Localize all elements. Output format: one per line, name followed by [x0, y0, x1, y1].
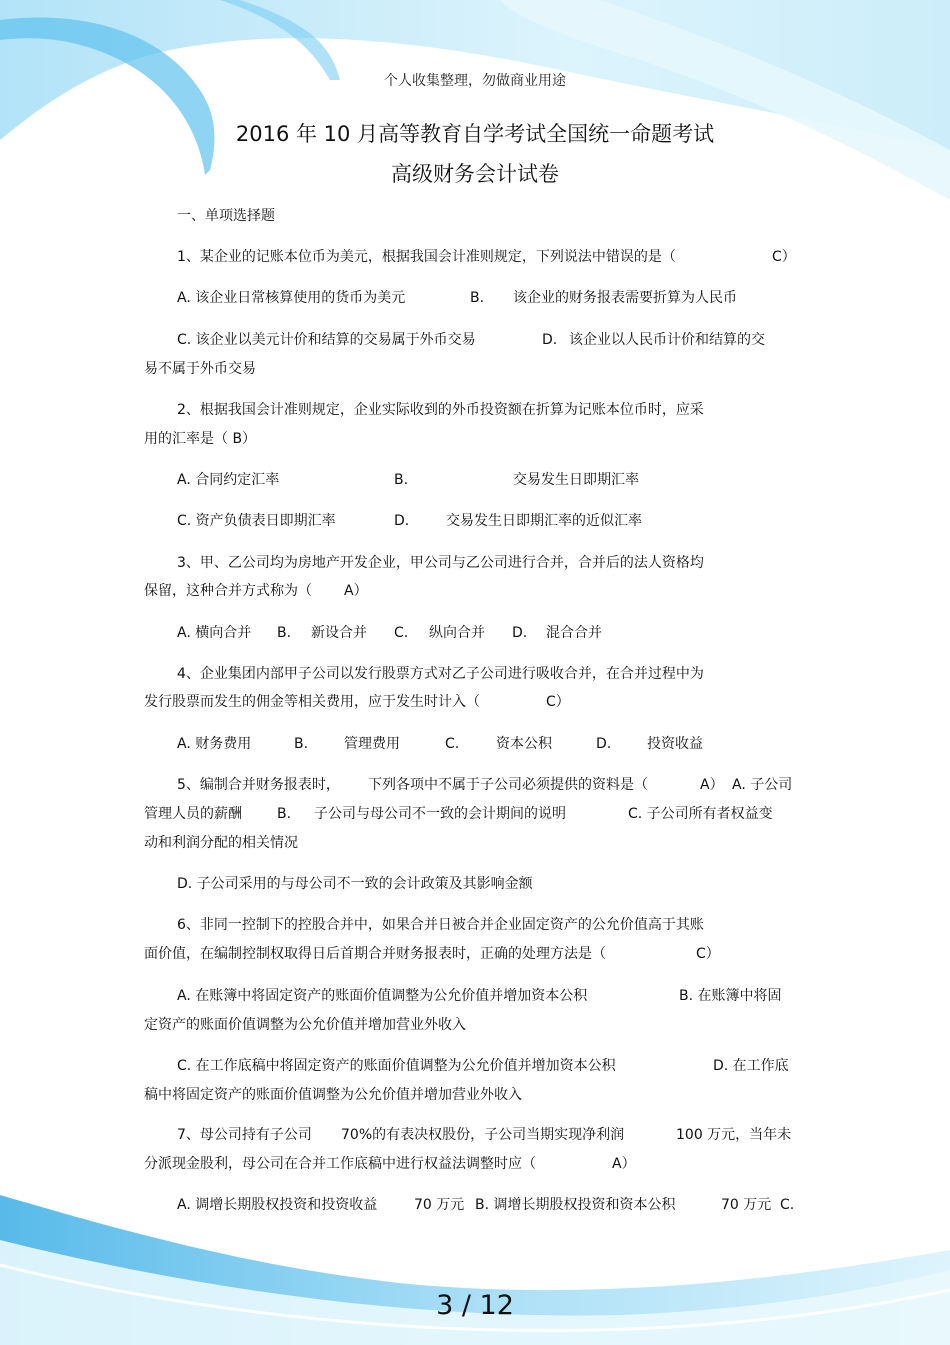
q3-option-d-letter: D.	[512, 625, 528, 641]
q7-option-b-amount: 70 万元	[721, 1197, 772, 1213]
q6-stem-cont: 面价值，在编制控制权取得日后首期合并财务报表时，正确的处理方法是（	[144, 946, 606, 962]
q2-option-b: 交易发生日即期汇率	[513, 472, 639, 488]
q5-option-c-cont: 动和利润分配的相关情况	[144, 835, 298, 851]
q4-option-c-letter: C.	[445, 736, 460, 752]
q3-stem: 3、甲、乙公司均为房地产开发企业，甲公司与乙公司进行合并，合并后的法人资格均	[177, 555, 704, 571]
q3-option-c-letter: C.	[394, 625, 409, 641]
q6-option-d-start: D. 在工作底	[713, 1058, 789, 1074]
q2-option-d: 交易发生日即期汇率的近似汇率	[446, 513, 642, 529]
q7-option-a-amount: 70 万元	[414, 1197, 465, 1213]
q4-option-d: 投资收益	[647, 736, 703, 752]
q3-option-a: A. 横向合并	[177, 625, 252, 641]
q4-stem: 4、企业集团内部甲子公司以发行股票方式对乙子公司进行吸收合并，在合并过程中为	[177, 666, 704, 682]
q5-answer: A）	[700, 777, 724, 793]
page-title: 2016 年 10 月高等教育自学考试全国统一命题考试	[235, 122, 715, 146]
q1-option-c: C. 该企业以美元计价和结算的交易属于外币交易	[177, 332, 476, 348]
q7-stem-c: 100 万元，当年未	[676, 1127, 792, 1143]
q2-option-a: A. 合同约定汇率	[177, 472, 280, 488]
q6-stem: 6、非同一控制下的控股合并中，如果合并日被合并企业固定资产的公允价值高于其账	[177, 917, 704, 933]
q3-answer: A）	[344, 583, 368, 599]
q5-option-a-cont: 管理人员的薪酬	[144, 806, 242, 822]
q3-stem-cont: 保留，这种合并方式称为（	[144, 583, 312, 599]
q7-option-c-letter: C.	[780, 1197, 795, 1213]
section-heading: 一、单项选择题	[177, 208, 275, 224]
q6-option-d-cont: 稿中将固定资产的账面价值调整为公允价值并增加营业外收入	[144, 1087, 522, 1103]
q2-stem-cont: 用的汇率是（ B）	[144, 431, 257, 447]
q4-option-c: 资本公积	[496, 736, 552, 752]
q7-stem-b: 70%的有表决权股份，子公司当期实现净利润	[341, 1127, 625, 1143]
q7-option-b: B. 调增长期股权投资和资本公积	[475, 1197, 676, 1213]
watermark-text: 个人收集整理，勿做商业用途	[384, 73, 566, 89]
q1-option-b: 该企业的财务报表需要折算为人民币	[513, 290, 737, 306]
q4-option-d-letter: D.	[596, 736, 612, 752]
q2-stem: 2、根据我国会计准则规定，企业实际收到的外币投资额在折算为记账本位币时，应采	[177, 402, 704, 418]
q7-option-a: A. 调增长期股权投资和投资收益	[177, 1197, 378, 1213]
q1-answer: C）	[772, 249, 796, 265]
q5-option-d: D. 子公司采用的与母公司不一致的会计政策及其影响金额	[177, 876, 533, 892]
q5-option-c-start: C. 子公司所有者权益变	[628, 806, 773, 822]
q1-option-d: 该企业以人民币计价和结算的交	[569, 332, 765, 348]
q3-option-d: 混合合并	[546, 625, 602, 641]
q1-option-b-letter: B.	[470, 290, 485, 306]
q4-answer: C）	[546, 694, 570, 710]
q4-option-b: 管理费用	[344, 736, 400, 752]
q3-option-b-letter: B.	[277, 625, 292, 641]
q6-option-b-cont: 定资产的账面价值调整为公允价值并增加营业外收入	[144, 1017, 466, 1033]
q6-answer: C）	[696, 946, 720, 962]
q5-option-b: 子公司与母公司不一致的会计期间的说明	[314, 806, 566, 822]
q3-option-c: 纵向合并	[429, 625, 485, 641]
q7-stem: 7、母公司持有子公司	[177, 1127, 312, 1143]
q5-option-a-start: A. 子公司	[732, 777, 793, 793]
q7-answer: A）	[612, 1156, 636, 1172]
q6-option-a: A. 在账簿中将固定资产的账面价值调整为公允价值并增加资本公积	[177, 988, 588, 1004]
q5-option-b-letter: B.	[277, 806, 292, 822]
q2-option-d-letter: D.	[394, 513, 410, 529]
q1-stem: 1、某企业的记账本位币为美元，根据我国会计准则规定，下列说法中错误的是（	[177, 249, 676, 265]
q5-stem-b: 下列各项中不属于子公司必须提供的资料是（	[368, 777, 648, 793]
q5-stem: 5、编制合并财务报表时，	[177, 777, 340, 793]
q2-option-b-letter: B.	[394, 472, 409, 488]
q1-option-d-cont: 易不属于外币交易	[144, 361, 256, 377]
q6-option-b-start: B. 在账簿中将固	[679, 988, 782, 1004]
q7-stem-cont: 分派现金股利，母公司在合并工作底稿中进行权益法调整时应（	[144, 1156, 536, 1172]
q1-option-d-letter: D.	[542, 332, 558, 348]
q3-option-b: 新设合并	[311, 625, 367, 641]
page-number: 3 / 12	[436, 1290, 514, 1321]
q1-option-a: A. 该企业日常核算使用的货币为美元	[177, 290, 406, 306]
q2-option-c: C. 资产负债表日即期汇率	[177, 513, 336, 529]
q6-option-c: C. 在工作底稿中将固定资产的账面价值调整为公允价值并增加资本公积	[177, 1058, 616, 1074]
page-subtitle: 高级财务会计试卷	[391, 162, 559, 186]
q4-option-b-letter: B.	[294, 736, 309, 752]
q4-stem-cont: 发行股票而发生的佣金等相关费用，应于发生时计入（	[144, 694, 480, 710]
q4-option-a: A. 财务费用	[177, 736, 252, 752]
